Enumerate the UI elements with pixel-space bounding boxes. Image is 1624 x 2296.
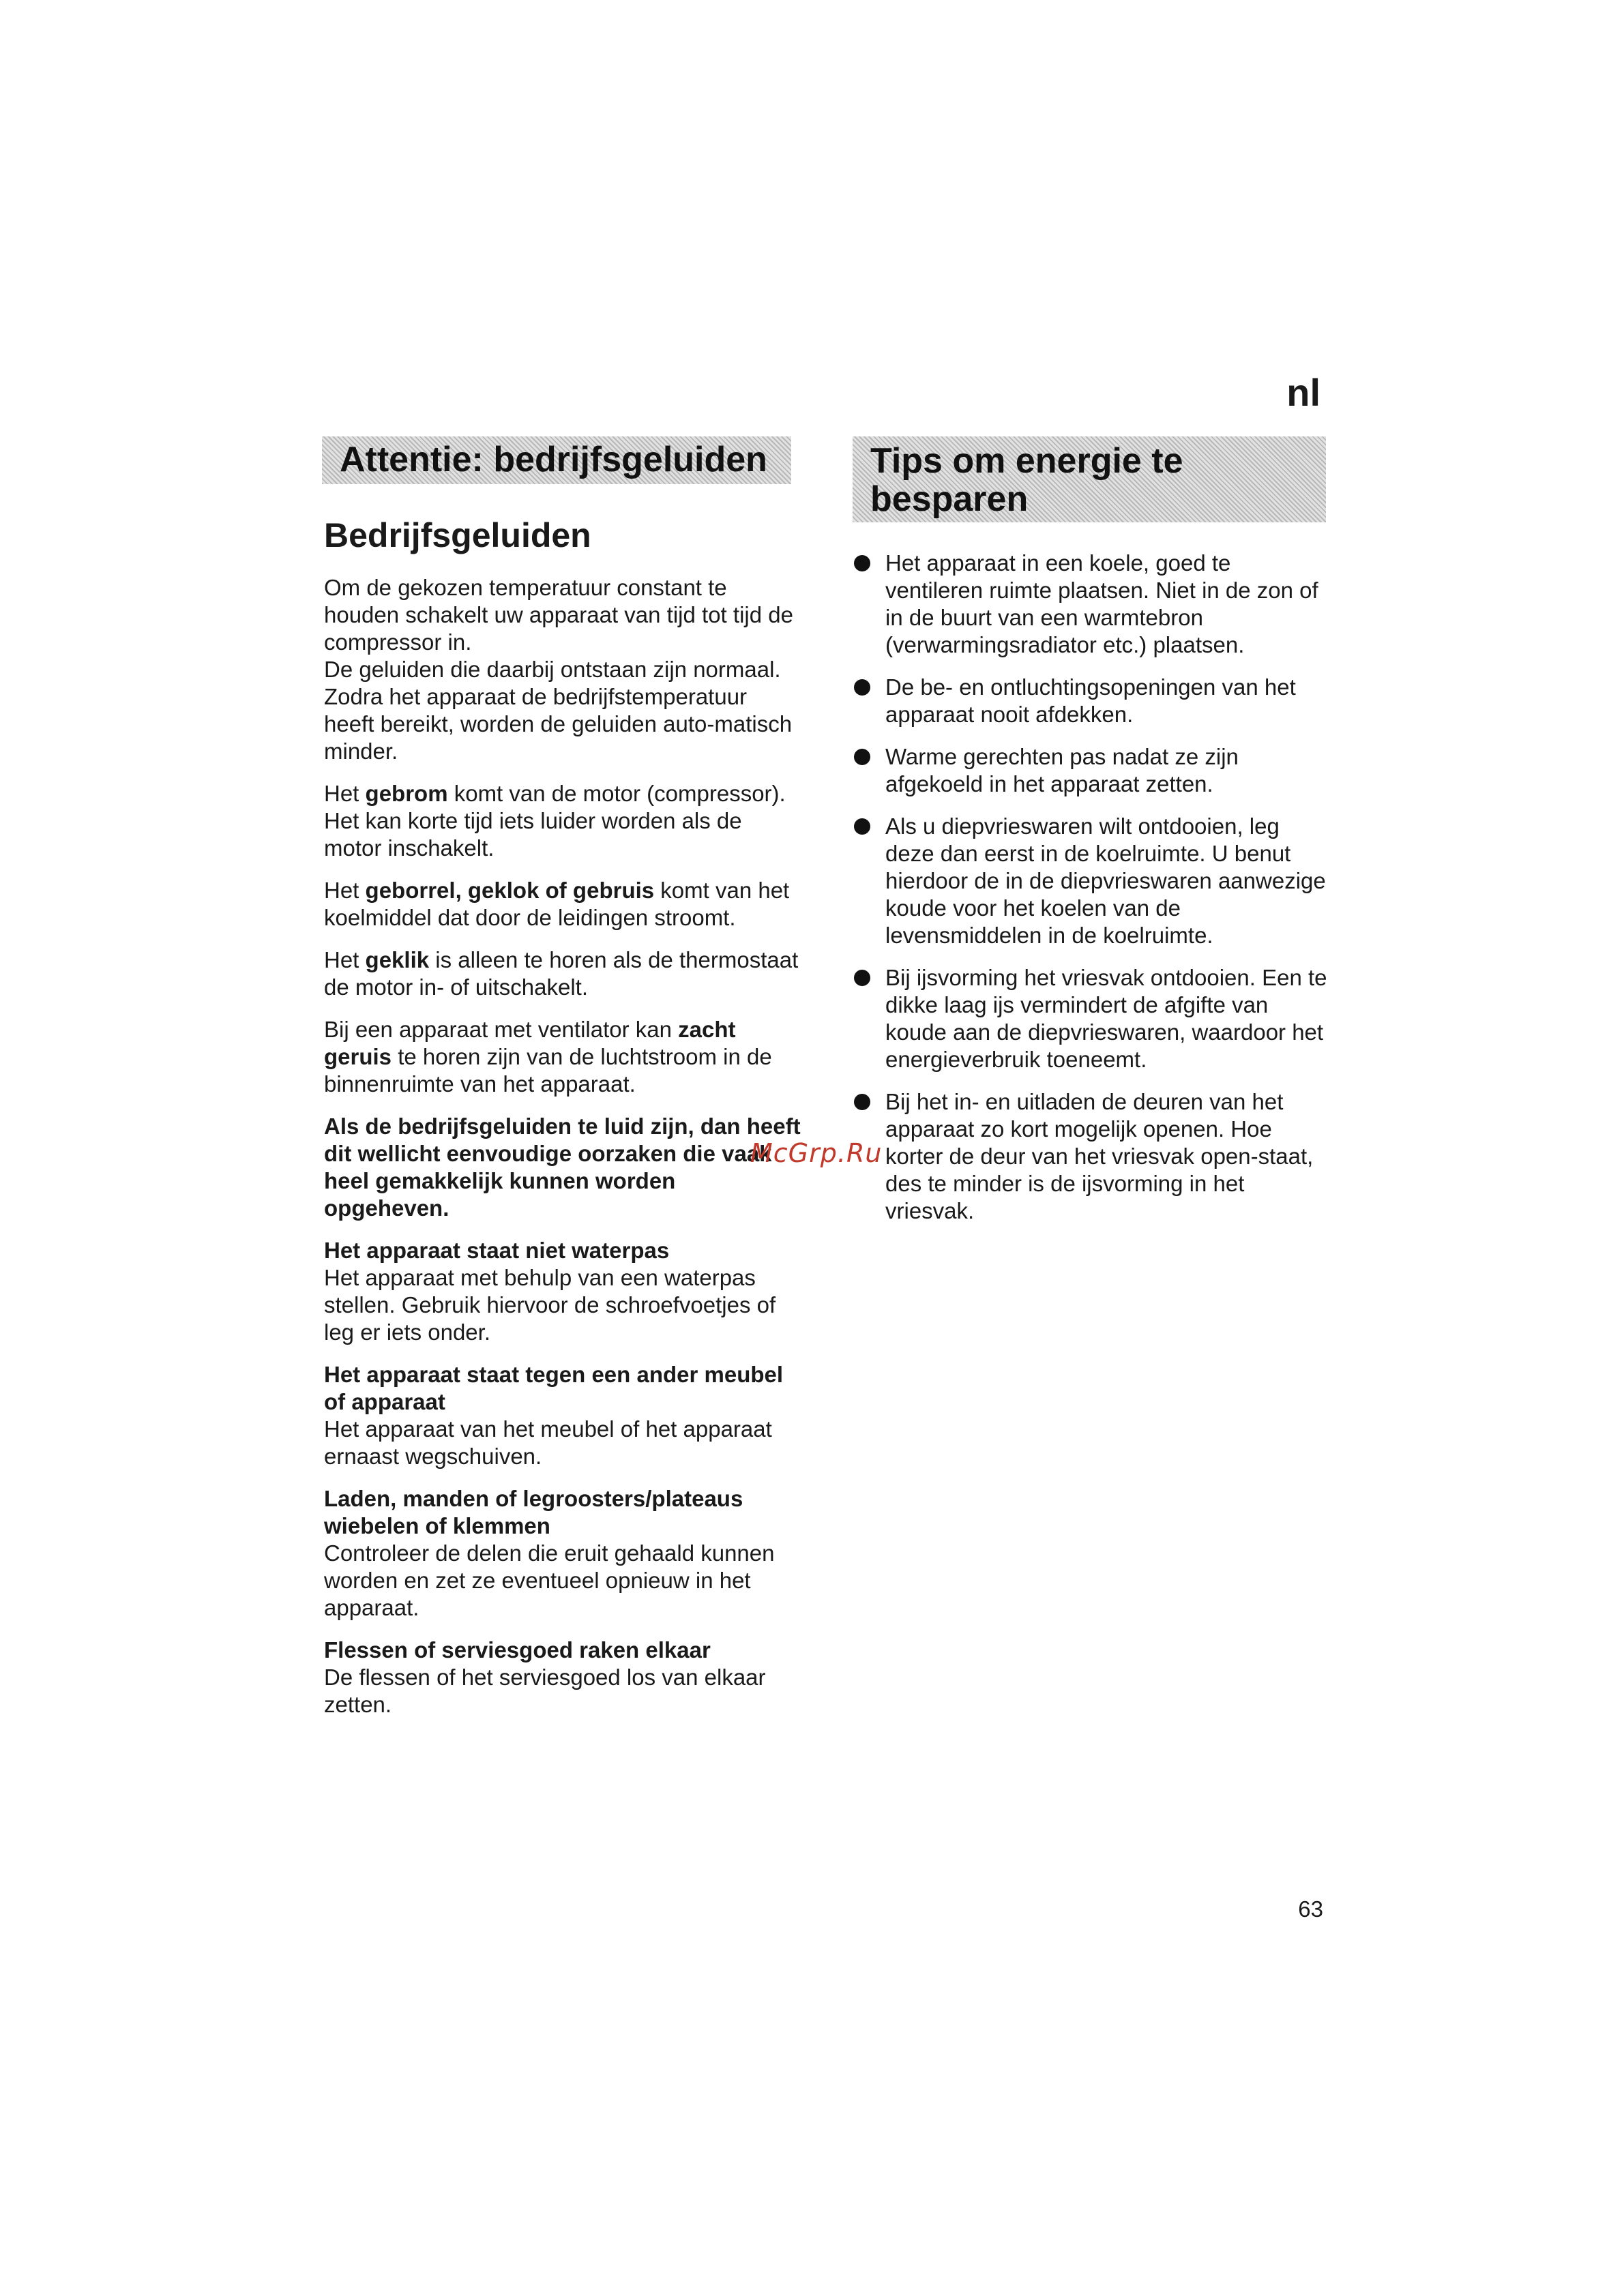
paragraph-geklik bbox=[324, 946, 801, 1001]
bullet-icon bbox=[854, 1094, 870, 1110]
cause-title: Het apparaat staat tegen een ander meubel of apparaat bbox=[324, 1362, 784, 1414]
list-item bbox=[853, 550, 1330, 659]
bullet-icon bbox=[854, 749, 870, 765]
page-number: 63 bbox=[1298, 1896, 1323, 1922]
left-column bbox=[324, 514, 801, 1733]
cause-text: De flessen of het serviesgoed los van elkaar zetten. bbox=[324, 1665, 766, 1717]
intro-paragraph bbox=[324, 574, 801, 765]
list-item bbox=[853, 964, 1330, 1073]
text: komt van het koelmiddel dat door de leidingen stroomt. bbox=[324, 878, 790, 930]
right-column bbox=[853, 550, 1330, 1240]
bold-term: zacht geruis bbox=[324, 1017, 736, 1069]
energy-tips-list bbox=[853, 550, 1330, 1225]
intro-line: Zodra het apparaat de bedrijfstemperatuur heeft bereikt, worden de geluiden auto-matisch minder. bbox=[324, 684, 793, 764]
list-item bbox=[853, 813, 1330, 949]
bullet-icon bbox=[854, 970, 870, 986]
list-item bbox=[853, 1088, 1330, 1225]
cause-title: Het apparaat staat niet waterpas bbox=[324, 1238, 670, 1263]
bold-term: gebrom bbox=[365, 781, 448, 806]
tip-text: Warme gerechten pas nadat ze zijn afgekoeld in het apparaat zetten. bbox=[885, 744, 1239, 796]
paragraph-gebrom bbox=[324, 780, 801, 862]
bold-notice: Als de bedrijfsgeluiden te luid zijn, dan heeft dit wellicht eenvoudige oorzaken die vaak heel gemakkelijk kunnen worden opgeheven. bbox=[324, 1114, 801, 1221]
cause-text: Controleer de delen die eruit gehaald kunnen worden en zet ze eventueel opnieuw in het apparaat. bbox=[324, 1540, 775, 1620]
paragraph-zacht-geruis bbox=[324, 1016, 801, 1098]
intro-line: De geluiden die daarbij ontstaan zijn normaal. bbox=[324, 657, 781, 682]
section-title-tips-line1: Tips om energie te bbox=[870, 441, 1183, 481]
list-item bbox=[853, 743, 1330, 798]
text: komt van de motor (compressor). Het kan korte tijd iets luider worden als de motor inschakelt. bbox=[324, 781, 786, 861]
paragraph-geborrel bbox=[324, 877, 801, 931]
bold-term: geborrel, geklok of gebruis bbox=[365, 878, 655, 903]
cause-title: Laden, manden of legroosters/plateaus wiebelen of klemmen bbox=[324, 1486, 743, 1538]
cause-item bbox=[324, 1485, 801, 1622]
list-item bbox=[853, 674, 1330, 728]
cause-item bbox=[324, 1237, 801, 1346]
tip-text: De be- en ontluchtingsopeningen van het apparaat nooit afdekken. bbox=[885, 674, 1296, 727]
text: Het bbox=[324, 947, 366, 972]
section-band-tips bbox=[853, 436, 1326, 522]
text: Het bbox=[324, 781, 366, 806]
bullet-icon bbox=[854, 679, 870, 696]
tip-text: Het apparaat in een koele, goed te ventileren ruimte plaatsen. Niet in de zon of in de buurt van een warmtebron (verwarmingsradiator etc.) plaatsen. bbox=[885, 550, 1318, 657]
tip-text: Als u diepvrieswaren wilt ontdooien, leg deze dan eerst in de koelruimte. U benut hierdoor de in de diepvrieswaren aanwezige koude voor het koelen van de levensmiddelen in de koelruimte. bbox=[885, 814, 1326, 948]
language-code: nl bbox=[1286, 371, 1320, 414]
tip-text: Bij het in- en uitladen de deuren van het apparaat zo kort mogelijk openen. Hoe korter de deur van het vriesvak open-staat, des te minder is de ijsvorming in het vriesvak. bbox=[885, 1089, 1314, 1223]
cause-item bbox=[324, 1361, 801, 1470]
heading-bedrijfsgeluiden: Bedrijfsgeluiden bbox=[324, 516, 591, 554]
text: Het bbox=[324, 878, 366, 903]
bullet-icon bbox=[854, 555, 870, 571]
cause-text: Het apparaat van het meubel of het apparaat ernaast wegschuiven. bbox=[324, 1416, 772, 1469]
cause-item bbox=[324, 1637, 801, 1718]
intro-line: Om de gekozen temperatuur constant te houden schakelt uw apparaat van tijd tot tijd de compressor in. bbox=[324, 575, 793, 655]
text: is alleen te horen als de thermostaat de motor in- of uitschakelt. bbox=[324, 947, 799, 1000]
text: Bij een apparaat met ventilator kan bbox=[324, 1017, 679, 1042]
text: te horen zijn van de luchtstroom in de binnenruimte van het apparaat. bbox=[324, 1044, 772, 1097]
bullet-icon bbox=[854, 818, 870, 835]
section-band-attentie bbox=[322, 436, 791, 484]
section-title-tips-line2: besparen bbox=[870, 479, 1029, 519]
cause-text: Het apparaat met behulp van een waterpas stellen. Gebruik hiervoor de schroefvoetjes of leg er iets onder. bbox=[324, 1265, 776, 1345]
watermark: McGrp.Ru bbox=[750, 1138, 883, 1168]
section-title-attentie: Attentie: bedrijfsgeluiden bbox=[340, 440, 767, 479]
bold-term: geklik bbox=[365, 947, 430, 972]
tip-text: Bij ijsvorming het vriesvak ontdooien. Een te dikke laag ijs vermindert de afgifte van koude aan de diepvrieswaren, waardoor het energieverbruik toeneemt. bbox=[885, 965, 1327, 1072]
cause-title: Flessen of serviesgoed raken elkaar bbox=[324, 1637, 711, 1663]
